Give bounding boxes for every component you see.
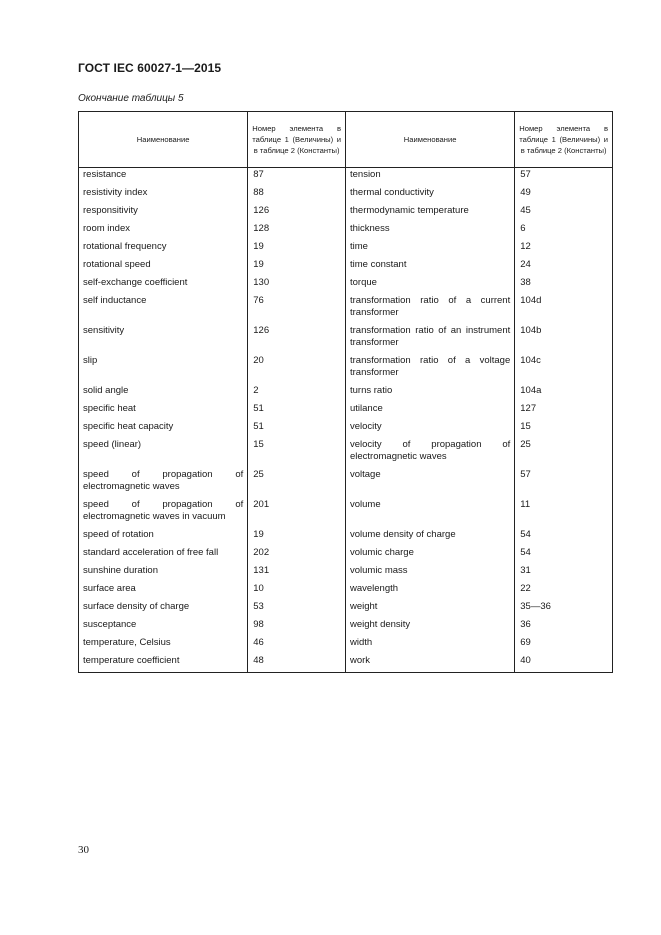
cell-number-right: 104b: [515, 325, 613, 355]
cell-name-right: velocity: [345, 421, 514, 439]
cell-name-right: time constant: [345, 259, 514, 277]
cell-name-right: velocity of propagation of electromagnetic waves: [345, 439, 514, 469]
table-row: [79, 295, 613, 325]
cell-name-left: rotational speed: [79, 259, 248, 277]
table-row: [79, 403, 613, 421]
cell-number-right: 40: [515, 655, 613, 673]
table-row: [79, 385, 613, 403]
cell-number-left: 48: [248, 655, 346, 673]
cell-number-right: 104d: [515, 295, 613, 325]
cell-name-right: width: [345, 637, 514, 655]
table-row: [79, 469, 613, 499]
table-row: [79, 547, 613, 565]
column-header-number-right: Номер элемента в таблице 1 (Величины) и в таблице 2 (Константы): [515, 112, 613, 168]
table-row: [79, 277, 613, 295]
cell-name-left: self-exchange coefficient: [79, 277, 248, 295]
cell-name-left: speed of propagation of electromagnetic waves: [79, 469, 248, 499]
cell-name-left: room index: [79, 223, 248, 241]
document-id-header: ГОСТ IEC 60027-1—2015: [78, 61, 222, 75]
cell-name-left: temperature coefficient: [79, 655, 248, 673]
table-row: [79, 205, 613, 223]
table-row: [79, 259, 613, 277]
cell-name-right: wavelength: [345, 583, 514, 601]
cell-name-left: resistance: [79, 168, 248, 188]
cell-name-left: speed of rotation: [79, 529, 248, 547]
table-row: [79, 499, 613, 529]
cell-name-right: voltage: [345, 469, 514, 499]
cell-name-left: resistivity index: [79, 187, 248, 205]
cell-number-left: 19: [248, 259, 346, 277]
cell-number-left: 131: [248, 565, 346, 583]
cell-name-right: time: [345, 241, 514, 259]
cell-number-right: 69: [515, 637, 613, 655]
table-row: [79, 583, 613, 601]
table-row: [79, 168, 613, 188]
cell-number-right: 24: [515, 259, 613, 277]
cell-name-left: sunshine duration: [79, 565, 248, 583]
cell-name-left: speed (linear): [79, 439, 248, 469]
cell-number-right: 31: [515, 565, 613, 583]
cell-name-left: surface area: [79, 583, 248, 601]
cell-name-right: thermal conductivity: [345, 187, 514, 205]
cell-number-left: 126: [248, 325, 346, 355]
cell-name-right: tension: [345, 168, 514, 188]
cell-number-left: 20: [248, 355, 346, 385]
table-row: [79, 655, 613, 673]
cell-name-right: volume density of charge: [345, 529, 514, 547]
cell-number-right: 36: [515, 619, 613, 637]
cell-number-left: 76: [248, 295, 346, 325]
cell-name-left: solid angle: [79, 385, 248, 403]
table-row: [79, 601, 613, 619]
table-row: [79, 325, 613, 355]
cell-number-left: 98: [248, 619, 346, 637]
cell-name-left: slip: [79, 355, 248, 385]
table-body: [79, 168, 613, 673]
cell-number-right: 25: [515, 439, 613, 469]
table-row: [79, 637, 613, 655]
cell-name-right: transformation ratio of an instrument transformer: [345, 325, 514, 355]
cell-number-left: 201: [248, 499, 346, 529]
table-row: [79, 223, 613, 241]
cell-number-right: 57: [515, 469, 613, 499]
table-row: [79, 241, 613, 259]
cell-number-right: 38: [515, 277, 613, 295]
column-header-number-left: Номер элемента в таблице 1 (Величины) и в таблице 2 (Константы): [248, 112, 346, 168]
quantities-table-container: [78, 111, 613, 673]
cell-name-right: weight: [345, 601, 514, 619]
table-row: [79, 565, 613, 583]
table-row: [79, 187, 613, 205]
cell-name-right: volumic mass: [345, 565, 514, 583]
cell-number-right: 127: [515, 403, 613, 421]
column-header-name-right: Наименование: [345, 112, 514, 168]
cell-name-left: specific heat capacity: [79, 421, 248, 439]
cell-number-right: 104a: [515, 385, 613, 403]
cell-name-left: rotational frequency: [79, 241, 248, 259]
cell-name-left: standard acceleration of free fall: [79, 547, 248, 565]
cell-number-left: 15: [248, 439, 346, 469]
cell-number-right: 54: [515, 529, 613, 547]
cell-number-left: 128: [248, 223, 346, 241]
cell-number-left: 46: [248, 637, 346, 655]
cell-number-right: 45: [515, 205, 613, 223]
cell-name-left: sensitivity: [79, 325, 248, 355]
table-row: [79, 529, 613, 547]
cell-name-right: torque: [345, 277, 514, 295]
cell-number-right: 6: [515, 223, 613, 241]
cell-number-left: 2: [248, 385, 346, 403]
cell-number-left: 19: [248, 241, 346, 259]
table-header-row: [79, 112, 613, 168]
column-header-name-left: Наименование: [79, 112, 248, 168]
cell-number-right: 54: [515, 547, 613, 565]
cell-number-left: 51: [248, 421, 346, 439]
cell-number-right: 57: [515, 168, 613, 188]
table-caption: Окончание таблицы 5: [78, 93, 184, 104]
table-row: [79, 355, 613, 385]
cell-name-right: volumic charge: [345, 547, 514, 565]
table-row: [79, 439, 613, 469]
cell-number-left: 53: [248, 601, 346, 619]
table-row: [79, 421, 613, 439]
cell-number-right: 12: [515, 241, 613, 259]
cell-name-left: self inductance: [79, 295, 248, 325]
cell-number-right: 49: [515, 187, 613, 205]
cell-number-right: 11: [515, 499, 613, 529]
cell-name-left: temperature, Celsius: [79, 637, 248, 655]
cell-name-right: weight density: [345, 619, 514, 637]
cell-name-left: susceptance: [79, 619, 248, 637]
cell-number-left: 126: [248, 205, 346, 223]
cell-name-right: transformation ratio of a voltage transformer: [345, 355, 514, 385]
cell-number-right: 104c: [515, 355, 613, 385]
quantities-table: [78, 111, 613, 673]
cell-name-right: turns ratio: [345, 385, 514, 403]
cell-number-left: 10: [248, 583, 346, 601]
cell-name-left: surface density of charge: [79, 601, 248, 619]
cell-name-right: work: [345, 655, 514, 673]
cell-name-right: utilance: [345, 403, 514, 421]
cell-name-right: transformation ratio of a current transformer: [345, 295, 514, 325]
cell-number-left: 51: [248, 403, 346, 421]
cell-number-left: 87: [248, 168, 346, 188]
table-row: [79, 619, 613, 637]
cell-name-left: specific heat: [79, 403, 248, 421]
cell-number-left: 202: [248, 547, 346, 565]
cell-name-left: speed of propagation of electromagnetic waves in vacuum: [79, 499, 248, 529]
cell-number-left: 130: [248, 277, 346, 295]
cell-name-right: thickness: [345, 223, 514, 241]
cell-name-right: volume: [345, 499, 514, 529]
cell-number-left: 88: [248, 187, 346, 205]
cell-number-left: 19: [248, 529, 346, 547]
cell-number-right: 15: [515, 421, 613, 439]
cell-number-left: 25: [248, 469, 346, 499]
cell-number-right: 22: [515, 583, 613, 601]
cell-name-right: thermodynamic temperature: [345, 205, 514, 223]
cell-name-left: responsitivity: [79, 205, 248, 223]
cell-number-right: 35—36: [515, 601, 613, 619]
page-number: 30: [78, 844, 89, 856]
